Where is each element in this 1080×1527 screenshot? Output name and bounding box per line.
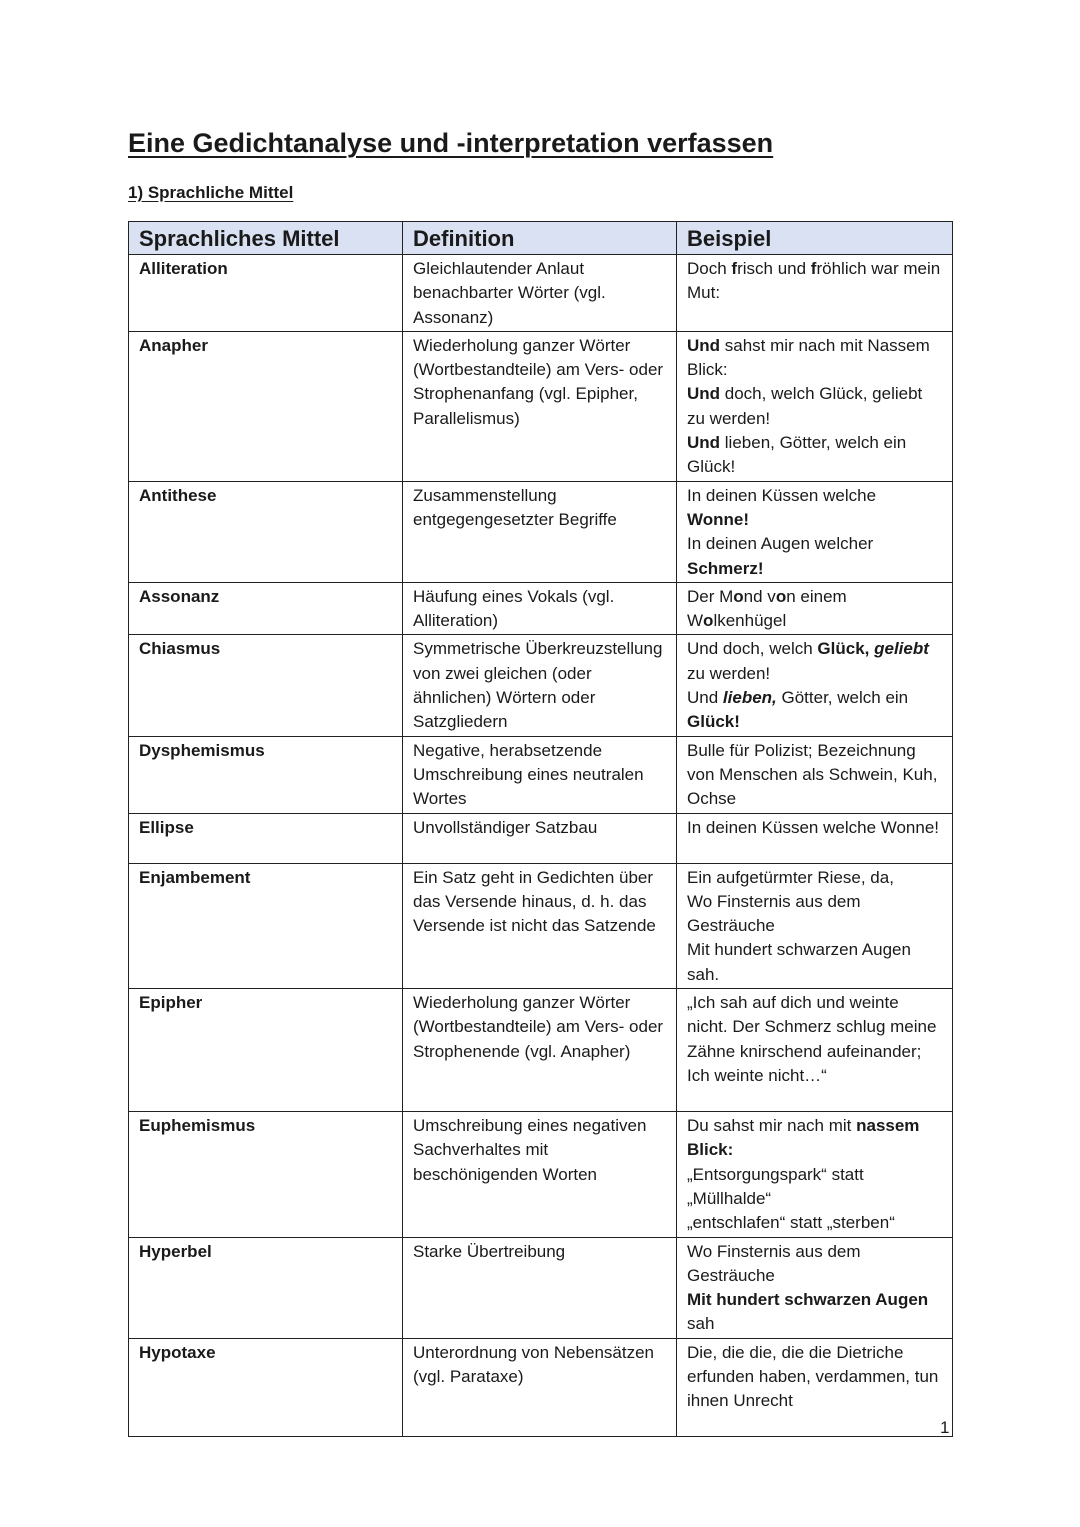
table-row [129,1338,953,1436]
example-text: Bulle für Polizist; Bezeichnung von Menschen als Schwein, Kuh, Ochse [687,740,938,809]
example-text: „Entsorgungspark“ statt „Müllhalde“ [687,1164,864,1208]
device-definition: Unvollständiger Satzbau [403,813,677,863]
device-example [677,582,953,635]
column-header-device: Sprachliches Mittel [129,222,403,255]
device-definition: Symmetrische Überkreuzstellung von zwei gleichen (oder ähnlichen) Wörtern oder Satzgliedern [403,635,677,736]
device-example [677,481,953,582]
example-text: Doch [687,259,732,278]
device-example [677,1112,953,1237]
example-text: o [733,586,744,606]
example-text: o [703,611,714,631]
device-name: Dysphemismus [129,736,403,813]
example-text: Mit hundert schwarzen Augen [687,1290,929,1310]
example-text: Und [687,433,721,453]
device-example [677,635,953,736]
device-definition: Gleichlautender Anlaut benachbarter Wörter (vgl. Assonanz) [403,255,677,332]
example-text: Wo Finsternis aus dem Gesträuche [687,1241,861,1285]
example-text: In deinen Augen welcher [687,534,874,554]
table-row [129,481,953,582]
example-text: Glück! [687,712,740,732]
device-example [677,331,953,481]
device-definition: Zusammenstellung entgegengesetzter Begriffe [403,481,677,582]
example-text: Der M [687,586,734,606]
example-text: Mit hundert schwarzen Augen sah. [687,940,911,984]
table-row [129,1237,953,1338]
example-text: lieben, Götter, welch ein Glück! [687,433,907,477]
device-example [677,1338,953,1436]
example-text: risch und [737,259,811,278]
table-body [129,255,953,1437]
column-header-example: Beispiel [677,222,953,255]
table-row [129,813,953,863]
table-row [129,989,953,1112]
example-text: Die, die die, die die Dietriche erfunden haben, verdammen, tun ihnen Unrecht [687,1342,939,1411]
device-name: Anapher [129,331,403,481]
column-header-definition: Definition [403,222,677,255]
device-definition: Wiederholung ganzer Wörter (Wortbestandteile) am Vers- oder Strophenanfang (vgl. Epipher, Parallelismus) [403,331,677,481]
device-name: Euphemismus [129,1112,403,1237]
example-text: sahst mir nach mit Nassem Blick: [687,335,930,380]
example-text: doch, welch Glück, geliebt zu werden! [687,384,923,428]
device-name: Chiasmus [129,635,403,736]
document-title: Eine Gedichtanalyse und -interpretation verfassen [128,128,774,158]
example-text: „entschlafen“ statt „sterben“ [687,1213,895,1233]
example-text: „Ich sah auf dich und weinte nicht. Der Schmerz schlug meine Zähne knirschend aufeinander; Ich weinte nicht…“ [687,993,937,1085]
table-header-row [129,222,953,255]
device-name: Hyperbel [129,1237,403,1338]
example-text: nd v [743,586,776,606]
example-text: geliebt [874,639,929,659]
device-name: Assonanz [129,582,403,635]
device-definition: Unterordnung von Nebensätzen (vgl. Parataxe) [403,1338,677,1436]
device-name: Enjambement [129,863,403,988]
table-row [129,736,953,813]
example-text: Wo Finsternis aus dem Gesträuche [687,891,861,936]
table-row [129,582,953,635]
table-row [129,255,953,332]
device-definition: Wiederholung ganzer Wörter (Wortbestandteile) am Vers- oder Strophenende (vgl. Anapher) [403,989,677,1112]
device-example [677,255,953,332]
example-text: In deinen Küssen welche [687,485,877,505]
device-example [677,813,953,863]
device-definition: Umschreibung eines negativen Sachverhaltes mit beschönigenden Worten [403,1112,677,1237]
device-example [677,989,953,1112]
example-text: n einem W [687,586,847,631]
table-row [129,635,953,736]
device-name: Antithese [129,481,403,582]
device-name: Ellipse [129,813,403,863]
device-name: Hypotaxe [129,1338,403,1436]
section-heading: 1) Sprachliche Mittel [128,183,294,202]
example-text: nassem Blick: [687,1116,920,1160]
example-text: lieben, [722,688,777,708]
example-text: Glück, [817,639,870,659]
example-text: Götter, welch ein [776,688,909,708]
example-text: o [775,586,787,606]
device-definition: Häufung eines Vokals (vgl. Alliteration) [403,582,677,635]
example-text: f [731,259,738,278]
example-text: röhlich war mein Mut: [687,259,941,303]
device-example [677,1237,953,1338]
example-text: Und doch, welch [687,639,818,659]
device-name: Epipher [129,989,403,1112]
page-number: 1 [940,1418,950,1437]
table-row [129,863,953,988]
example-text: zu werden! [687,663,771,683]
device-example [677,863,953,988]
example-text: Und [687,384,721,404]
device-definition: Negative, herabsetzende Umschreibung eines neutralen Wortes [403,736,677,813]
device-name: Alliteration [129,255,403,332]
device-definition: Starke Übertreibung [403,1237,677,1338]
example-text: Wonne! [687,509,750,529]
table-row [129,331,953,481]
example-text: Und [687,688,723,708]
example-text: Schmerz! [687,558,764,578]
example-text: Du sahst mir nach mit [687,1116,857,1136]
example-text: In deinen Küssen welche Wonne! [687,817,940,837]
device-example [677,736,953,813]
example-text: sah [687,1314,715,1334]
stylistic-devices-table [128,221,953,1437]
table-row [129,1112,953,1237]
example-text: f [810,259,817,278]
device-definition: Ein Satz geht in Gedichten über das Versende hinaus, d. h. das Versende ist nicht das Satzende [403,863,677,988]
table-header [129,222,953,255]
example-text: lkenhügel [713,611,787,631]
example-text: Ein aufgetürmter Riese, da, [687,867,894,887]
example-text: Und [687,335,721,355]
